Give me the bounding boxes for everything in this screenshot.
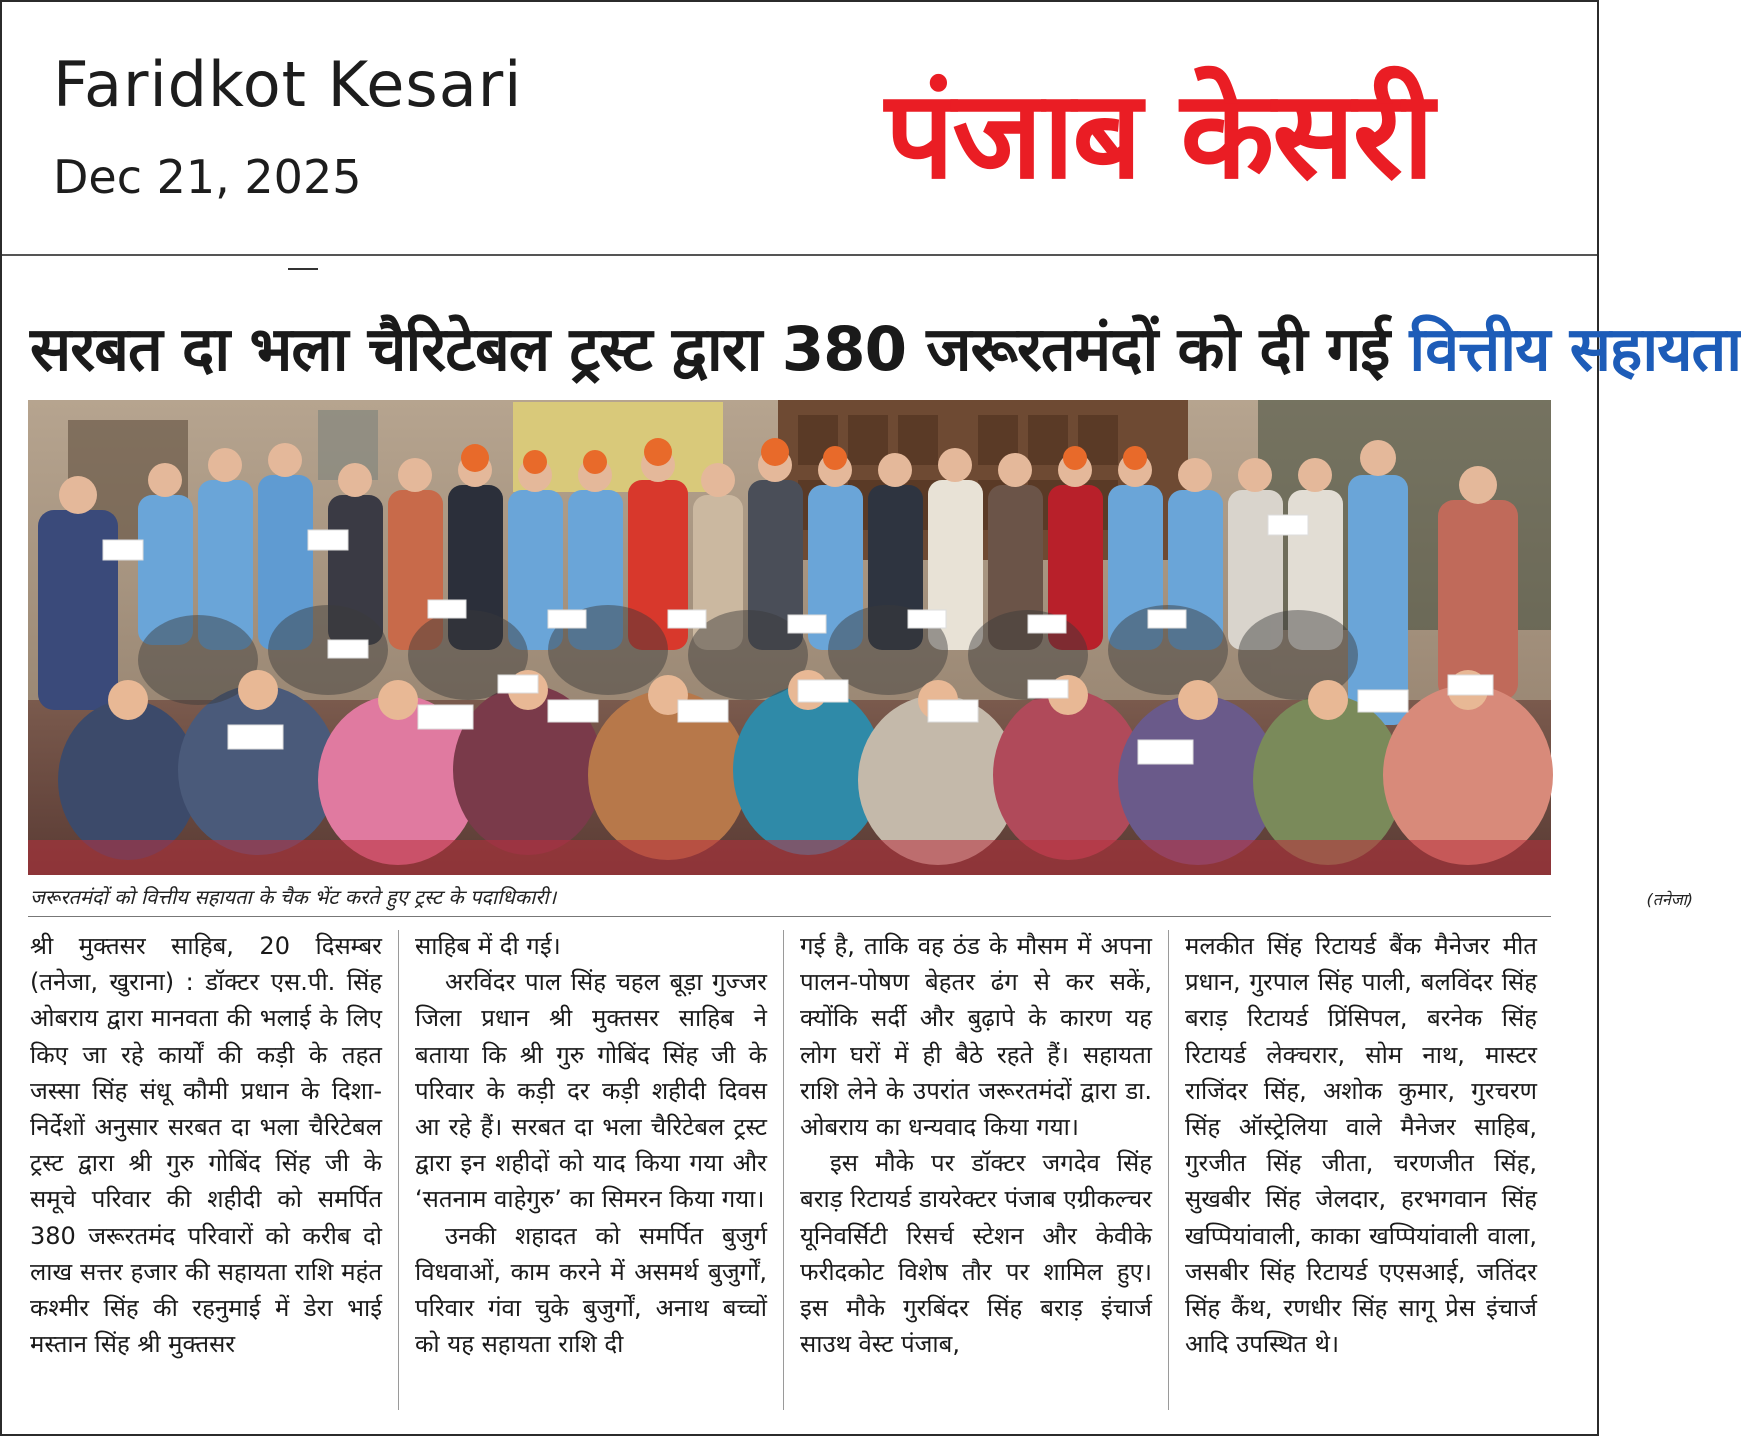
article-column-4 <box>1185 928 1537 1362</box>
header-divider <box>2 254 1597 256</box>
column-separator <box>1168 930 1169 1410</box>
column-paragraph: अरविंदर पाल सिंह चहल बूड़ा गुज्जर जिला प्रधान श्री मुक्तसर साहिब ने बताया कि श्री गुरु गोबिंद सिंह जी के परिवार के कड़ी दर कड़ी शहीदी दिवस आ रहे हैं। सरबत दा भला चैरिटेबल ट्रस्ट द्वारा इन शहीदों को याद किया गया और ‘सतनाम वाहेगुरु’ का सिमरन किया गया। <box>415 968 767 1214</box>
column-separator <box>783 930 784 1410</box>
caption-rule <box>28 916 1551 917</box>
publication-date: Dec 21, 2025 <box>53 150 362 204</box>
column-separator <box>398 930 399 1410</box>
headline-main: सरबत दा भला चैरिटेबल ट्रस्ट द्वारा 380 जरूरतमंदों को दी गई <box>30 314 1390 385</box>
column-paragraph: गई है, ताकि वह ठंड के मौसम में अपना पालन-पोषण बेहतर ढंग से कर सकें, क्योंकि सर्दी और बुढ़ापे के कारण यह लोग घरों में ही बैठे रहते हैं। सहायता राशि लेने के उपरांत जरूरतमंदों द्वारा डा. ओबराय का धन्यवाद किया गया। <box>800 932 1152 1142</box>
group-photo-illustration <box>28 400 1551 875</box>
column-paragraph: श्री मुक्तसर साहिब, 20 दिसम्बर (तनेजा, खुराना) : डॉक्टर एस.पी. सिंह ओबराय द्वारा मानवता की भलाई के लिए किए जा रहे कार्यों की कड़ी के तहत जस्सा सिंह संधू कौमी प्रधान के दिशा-निर्देशों अनुसार सरबत दा भला चैरिटेबल ट्रस्ट द्वारा श्री गुरु गोबिंद सिंह जी के समूचे परिवार की शहीदी को समर्पित 380 जरूरतमंद परिवारों को करीब दो लाख सत्तर हजार की सहायता राशि महंत कश्मीर सिंह की रहनुमाई में डेरा भाई मस्तान सिंह श्री मुक्तसर <box>30 932 382 1359</box>
article-column-2 <box>415 928 767 1362</box>
article-column-1 <box>30 928 382 1362</box>
article-column-3 <box>800 928 1152 1362</box>
outlet-name: Faridkot Kesari <box>53 48 523 121</box>
photo-caption: जरूरतमंदों को वित्तीय सहायता के चैक भेंट करते हुए ट्रस्ट के पदाधिकारी। <box>30 885 557 909</box>
headline-accent: वित्तीय सहायता <box>1409 314 1741 385</box>
newspaper-masthead: पंजाब केसरी <box>885 64 1433 206</box>
news-photo <box>28 400 1551 875</box>
photo-credit: (तनेजा) <box>1646 890 1693 909</box>
column-paragraph: इस मौके पर डॉक्टर जगदेव सिंह बराड़ रिटायर्ड डायरेक्टर पंजाब एग्रीकल्चर यूनिवर्सिटी रिसर्च स्टेशन और केवीके फरीदकोट विशेष तौर पर शामिल हुए। इस मौके गुरबिंदर सिंह बराड़ इंचार्ज साउथ वेस्ट पंजाब, <box>800 1149 1152 1359</box>
column-paragraph: मलकीत सिंह रिटायर्ड बैंक मैनेजर मीत प्रधान, गुरपाल सिंह पाली, बलविंदर सिंह बराड़ रिटायर्ड प्रिंसिपल, बरनेक सिंह रिटायर्ड लेक्चरार, सोम नाथ, मास्टर राजिंदर सिंह, अशोक कुमार, गुरचरण सिंह ऑस्ट्रेलिया वाले मैनेजर साहिब, गुरजीत सिंह जीता, चरणजीत सिंह, सुखबीर सिंह जेलदार, हरभगवान सिंह खप्पियांवाली, काका खप्पियांवाली वाला, जसबीर सिंह रिटायर्ड एएसआई, जतिंदर सिंह कैंथ, रणधीर सिंह सागू प्रेस इंचार्ज आदि उपस्थित थे। <box>1185 932 1537 1359</box>
column-paragraph: उनकी शहादत को समर्पित बुजुर्ग विधवाओं, काम करने में असमर्थ बुजुर्गों, परिवार गंवा चुके बुजुर्गों, अनाथ बच्चों को यह सहायता राशि दी <box>415 1221 767 1359</box>
column-dash <box>288 268 318 270</box>
column-paragraph: साहिब में दी गई। <box>415 932 561 960</box>
article-headline <box>30 312 1741 388</box>
